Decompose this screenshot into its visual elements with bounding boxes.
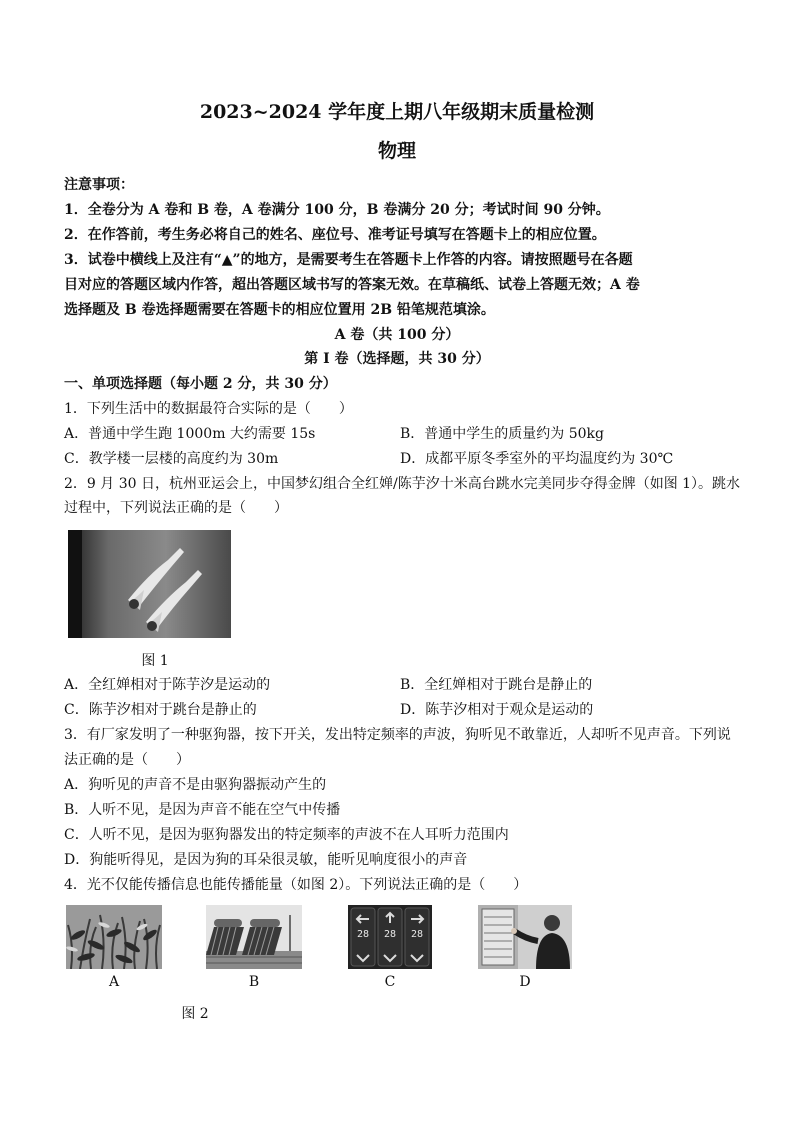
- q2-option-a: A．全红婵相对于陈芋汐是运动的: [64, 677, 271, 693]
- q3-option-d: D．狗能听得见，是因为狗的耳朵很灵敏，能听见响度很小的声音: [64, 852, 468, 868]
- signal-3-digits: 28: [410, 929, 424, 940]
- figure-2d-label: D: [519, 974, 531, 990]
- part-1-heading: 第 I 卷（选择题，共 30 分）: [304, 351, 490, 367]
- volume-a-heading: A 卷（共 100 分）: [334, 327, 460, 343]
- subject-title: 物理: [377, 140, 416, 162]
- q1-option-b: B．普通中学生的质量约为 50kg: [400, 426, 604, 442]
- figure-1-caption: 图 1: [141, 653, 169, 669]
- q3-option-c: C．人听不见，是因为驱狗器发出的特定频率的声波不在人耳听力范围内: [64, 827, 509, 843]
- notice-item-3-line-2: 目对应的答题区域内作答，超出答题区域书写的答案无效。在草稿纸、试卷上答题无效；A 卷: [64, 277, 640, 293]
- signal-2-digits: 28: [383, 929, 397, 940]
- figure-2d-technician-photo: [478, 905, 572, 969]
- figure-2b-label: B: [248, 974, 260, 990]
- notice-heading: 注意事项：: [64, 177, 134, 193]
- q2-stem-line-1: 2．9 月 30 日，杭州亚运会上，中国梦幻组合全红婵/陈芋汐十米高台跳水完美同步夺得金牌（如图 1）。跳水: [64, 476, 741, 492]
- q2-option-b: B．全红婵相对于跳台是静止的: [400, 677, 593, 693]
- q3-stem-line-1: 3．有厂家发明了一种驱狗器，按下开关，发出特定频率的声波，狗听见不敢靠近，人却听不见声音。下列说: [64, 727, 731, 743]
- notice-item-3-line-1: 3．试卷中横线上及注有“▲”的地方，是需要考生在答题卡上作答的内容。请按照题号在各题: [64, 252, 633, 268]
- q1-option-c: C．教学楼一层楼的高度约为 30m: [64, 451, 279, 467]
- figure-2c-label: C: [384, 974, 396, 990]
- figure-2a-label: A: [108, 974, 120, 990]
- q2-option-d: D．陈芋汐相对于观众是运动的: [400, 702, 594, 718]
- figure-2b-solar-heater-photo: [206, 905, 302, 969]
- exam-title: 2023~2024 学年度上期八年级期末质量检测: [199, 101, 595, 123]
- q3-stem-line-2: 法正确的是（ ）: [64, 752, 190, 768]
- q4-stem: 4．光不仅能传播信息也能传播能量（如图 2）。下列说法正确的是（ ）: [64, 877, 528, 893]
- notice-item-3-line-3: 选择题及 B 卷选择题需要在答题卡的相应位置用 2B 铅笔规范填涂。: [64, 302, 495, 318]
- q2-stem-line-2: 过程中，下列说法正确的是（ ）: [64, 500, 288, 516]
- notice-item-2: 2．在作答前，考生务必将自己的姓名、座位号、准考证号填写在答题卡上的相应位置。: [64, 227, 606, 243]
- figure-2a-crops-photo: [66, 905, 162, 969]
- notice-item-1: 1．全卷分为 A 卷和 B 卷，A 卷满分 100 分，B 卷满分 20 分；考试时间 90 分钟。: [64, 202, 610, 218]
- section-1-heading: 一、单项选择题（每小题 2 分，共 30 分）: [64, 376, 337, 392]
- q2-option-c: C．陈芋汐相对于跳台是静止的: [64, 702, 257, 718]
- signal-1-digits: 28: [356, 929, 370, 940]
- figure-1-diving-photo: [68, 530, 231, 638]
- q3-option-a: A．狗听见的声音不是由驱狗器振动产生的: [64, 777, 327, 793]
- figure-2-caption: 图 2: [181, 1006, 209, 1022]
- q1-option-d: D．成都平原冬季室外的平均温度约为 30℃: [400, 451, 674, 467]
- q1-stem: 1．下列生活中的数据最符合实际的是（ ）: [64, 401, 353, 417]
- q3-option-b: B．人听不见，是因为声音不能在空气中传播: [64, 802, 341, 818]
- figure-2c-traffic-signal-photo: [348, 905, 432, 969]
- q1-option-a: A．普通中学生跑 1000m 大约需要 15s: [64, 426, 316, 442]
